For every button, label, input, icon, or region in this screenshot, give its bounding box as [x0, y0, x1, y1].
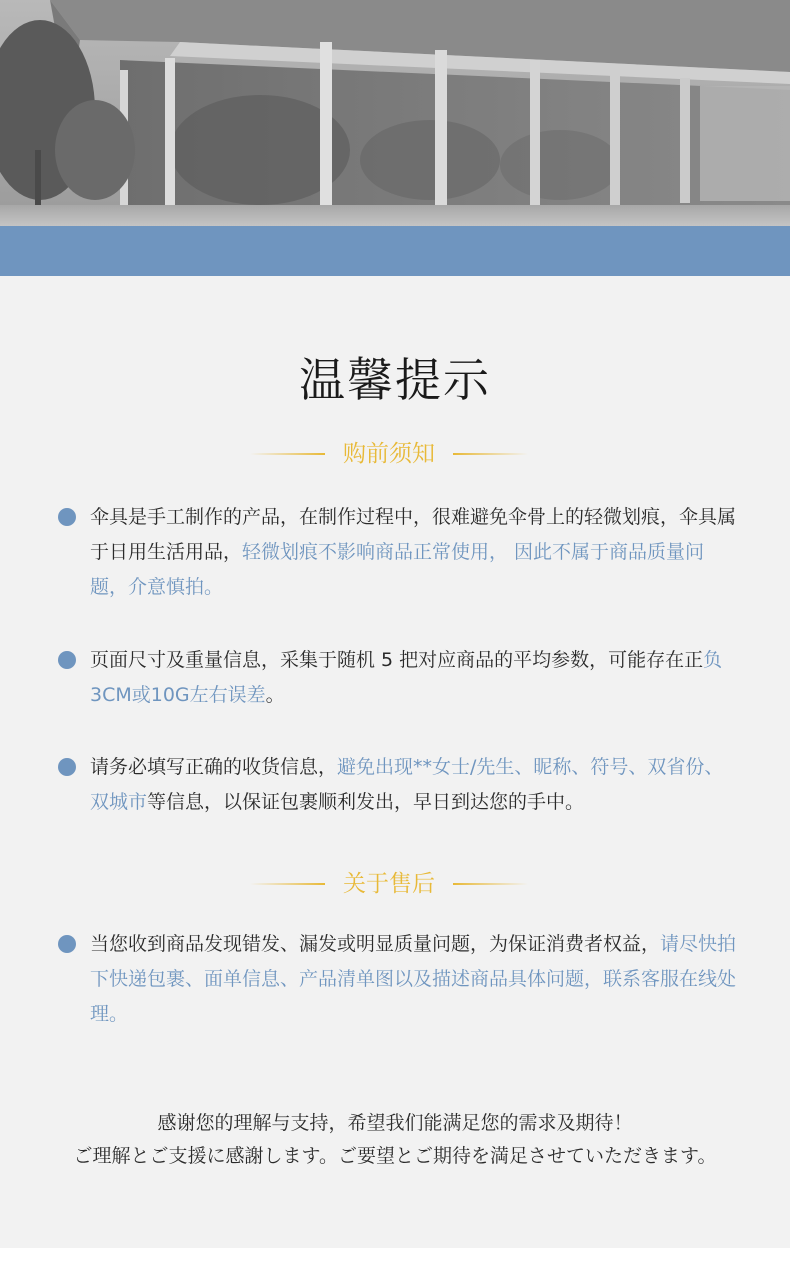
notice-text-part: 伞具是手工制作的产品，在制作过程中，很难避免伞骨上的轻微划痕，伞具属于日用生活用品，: [90, 506, 737, 563]
notice-text-part: 等信息，以保证包裹顺利发出，早日到达您的手中。: [147, 791, 585, 813]
notice-text-part: 页面尺寸及重量信息，采集于随机 5 把对应商品的平均参数，可能存在正: [90, 649, 704, 671]
notice-text-highlight: 轻微划痕不影响商品正常使用， 因此不属于商品质量问题，介意慎拍。: [90, 541, 705, 598]
section-heading-after-sales: [0, 867, 790, 901]
bullet-dot-icon: [58, 758, 76, 776]
section-heading-label: 关于售后: [343, 871, 435, 897]
bullet-dot-icon: [58, 651, 76, 669]
bottom-margin: [0, 1248, 790, 1283]
notice-text: [90, 927, 740, 1032]
heading-divider-right: [453, 453, 528, 455]
heading-divider-left: [250, 453, 325, 455]
notice-text-highlight: 负3CM或10G左右误差: [90, 649, 723, 706]
notice-text-part: 。: [265, 684, 285, 706]
heading-divider-left: [250, 883, 325, 885]
heading-divider-right: [453, 883, 528, 885]
blue-band: [0, 226, 790, 276]
bullet-dot-icon: [58, 508, 76, 526]
thanks-line-chinese: 感谢您的理解与支持，希望我们能满足您的需求及期待！: [157, 1112, 633, 1134]
notice-text: [90, 750, 740, 820]
hero-storefront-photo: [0, 0, 790, 226]
notice-text: [90, 500, 740, 605]
notice-text-part: 请务必填写正确的收货信息，: [90, 756, 338, 778]
page-title: 温馨提示: [299, 353, 491, 407]
thanks-line-japanese: ご理解とご支援に感謝します。ご要望とご期待を満足させていただきます。: [73, 1145, 717, 1167]
notice-text-highlight: 请尽快拍下快递包裹、面单信息、产品清单图以及描述商品具体问题，联系客服在线处理。: [90, 933, 737, 1025]
notice-text-part: 当您收到商品发现错发、漏发或明显质量问题，为保证消费者权益，: [90, 933, 661, 955]
storefront-illustration: [0, 0, 790, 226]
bullet-dot-icon: [58, 935, 76, 953]
notice-text: [90, 643, 740, 713]
notice-text-highlight: 避免出现**女士/先生、昵称、符号、双省份、双城市: [90, 756, 724, 813]
section-heading-label: 购前须知: [343, 441, 435, 467]
section-heading-before-purchase: [0, 437, 790, 471]
